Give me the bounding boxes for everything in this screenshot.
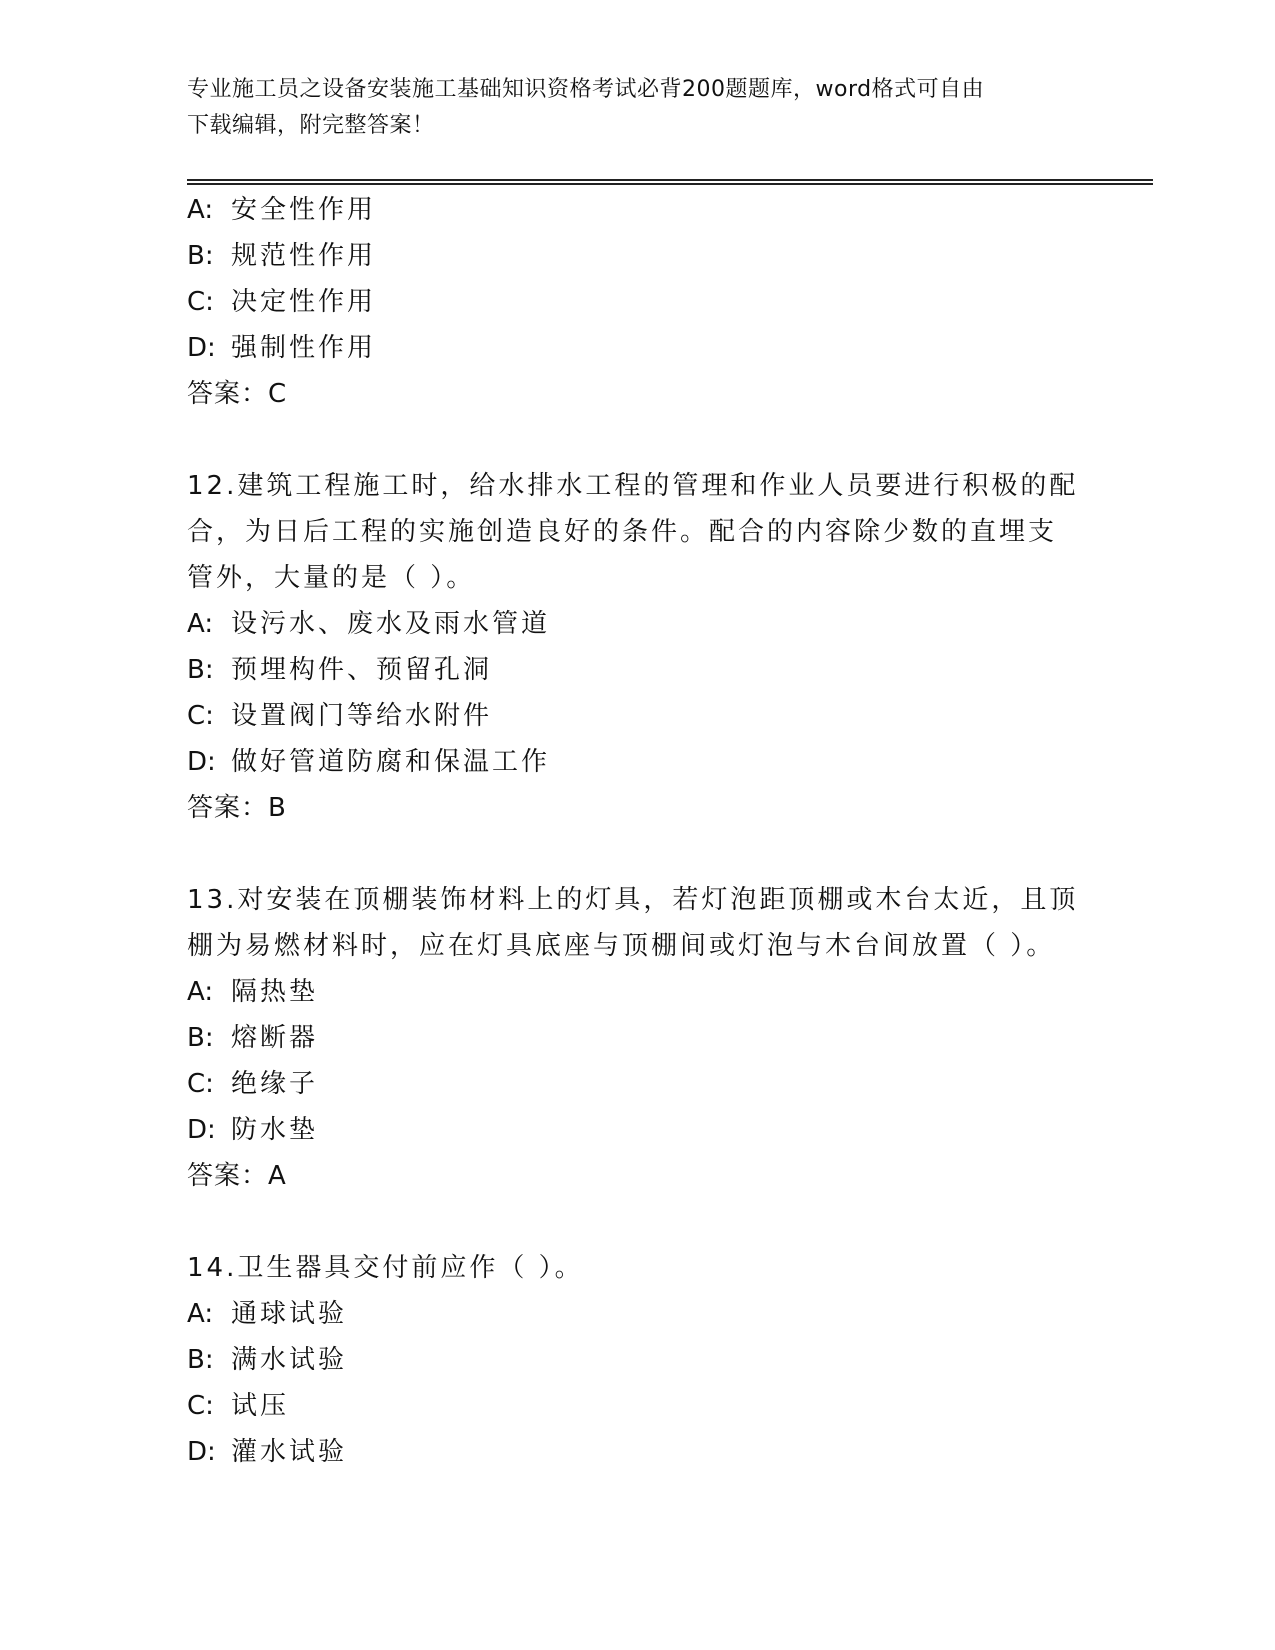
option-key: C: xyxy=(187,701,214,731)
option-a xyxy=(187,1291,1077,1337)
option-key: B: xyxy=(187,655,214,685)
option-key: C: xyxy=(187,1069,214,1099)
option-text: 试压 xyxy=(231,1391,290,1421)
header-divider-bottom xyxy=(187,183,1153,185)
option-d xyxy=(187,1429,1077,1475)
option-text: 熔断器 xyxy=(231,1023,319,1053)
option-text: 设置阀门等给水附件 xyxy=(231,701,493,731)
option-key: B: xyxy=(187,1023,214,1053)
option-d xyxy=(187,739,1077,785)
question-13 xyxy=(187,877,1077,1199)
option-key: D: xyxy=(187,747,216,777)
header-line-1: 专业施工员之设备安装施工基础知识资格考试必背200题题库，word格式可自由 xyxy=(187,77,985,102)
option-text: 防水垫 xyxy=(231,1115,319,1145)
option-key: C: xyxy=(187,287,214,317)
document-header xyxy=(187,72,1067,144)
header-divider-top xyxy=(187,179,1153,181)
answer: 答案：C xyxy=(187,379,288,409)
question-11-continued xyxy=(187,187,1077,417)
option-text: 规范性作用 xyxy=(231,241,377,271)
answer: 答案：A xyxy=(187,1161,287,1191)
option-c xyxy=(187,1383,1077,1429)
question-text-line: 12.建筑工程施工时，给水排水工程的管理和作业人员要进行积极的配 xyxy=(187,471,1079,501)
option-text: 设污水、废水及雨水管道 xyxy=(231,609,551,639)
question-text-line: 14.卫生器具交付前应作（ ）。 xyxy=(187,1253,584,1283)
option-key: A: xyxy=(187,609,214,639)
option-text: 绝缘子 xyxy=(231,1069,319,1099)
option-key: B: xyxy=(187,1345,214,1375)
option-d xyxy=(187,1107,1077,1153)
question-text-line: 棚为易燃材料时，应在灯具底座与顶棚间或灯泡与木台间放置（ ）。 xyxy=(187,931,1056,961)
option-b xyxy=(187,647,1077,693)
option-c xyxy=(187,1061,1077,1107)
spacer xyxy=(187,831,1077,877)
option-a xyxy=(187,969,1077,1015)
option-a xyxy=(187,601,1077,647)
option-c xyxy=(187,693,1077,739)
option-text: 预埋构件、预留孔洞 xyxy=(231,655,493,685)
option-key: B: xyxy=(187,241,214,271)
option-c xyxy=(187,279,1077,325)
option-a xyxy=(187,187,1077,233)
option-text: 强制性作用 xyxy=(231,333,377,363)
question-14 xyxy=(187,1245,1077,1475)
answer: 答案：B xyxy=(187,793,287,823)
header-line-2: 下载编辑，附完整答案！ xyxy=(187,113,435,138)
option-b xyxy=(187,1015,1077,1061)
option-b xyxy=(187,233,1077,279)
option-text: 隔热垫 xyxy=(231,977,319,1007)
option-key: A: xyxy=(187,977,214,1007)
spacer xyxy=(187,1199,1077,1245)
option-text: 灌水试验 xyxy=(231,1437,348,1467)
spacer xyxy=(187,417,1077,463)
option-key: D: xyxy=(187,1115,216,1145)
option-text: 做好管道防腐和保温工作 xyxy=(231,747,551,777)
question-text-line: 13.对安装在顶棚装饰材料上的灯具，若灯泡距顶棚或木台太近，且顶 xyxy=(187,885,1079,915)
option-key: A: xyxy=(187,1299,214,1329)
question-text-line: 合，为日后工程的实施创造良好的条件。配合的内容除少数的直埋支 xyxy=(187,517,1058,547)
option-text: 满水试验 xyxy=(231,1345,348,1375)
option-d xyxy=(187,325,1077,371)
question-text-line: 管外，大量的是（ ）。 xyxy=(187,563,476,593)
option-b xyxy=(187,1337,1077,1383)
option-text: 决定性作用 xyxy=(231,287,377,317)
option-key: C: xyxy=(187,1391,214,1421)
option-key: A: xyxy=(187,195,214,225)
option-key: D: xyxy=(187,333,216,363)
option-text: 安全性作用 xyxy=(231,195,377,225)
option-key: D: xyxy=(187,1437,216,1467)
question-12 xyxy=(187,463,1077,831)
option-text: 通球试验 xyxy=(231,1299,348,1329)
question-list xyxy=(187,187,1077,1475)
